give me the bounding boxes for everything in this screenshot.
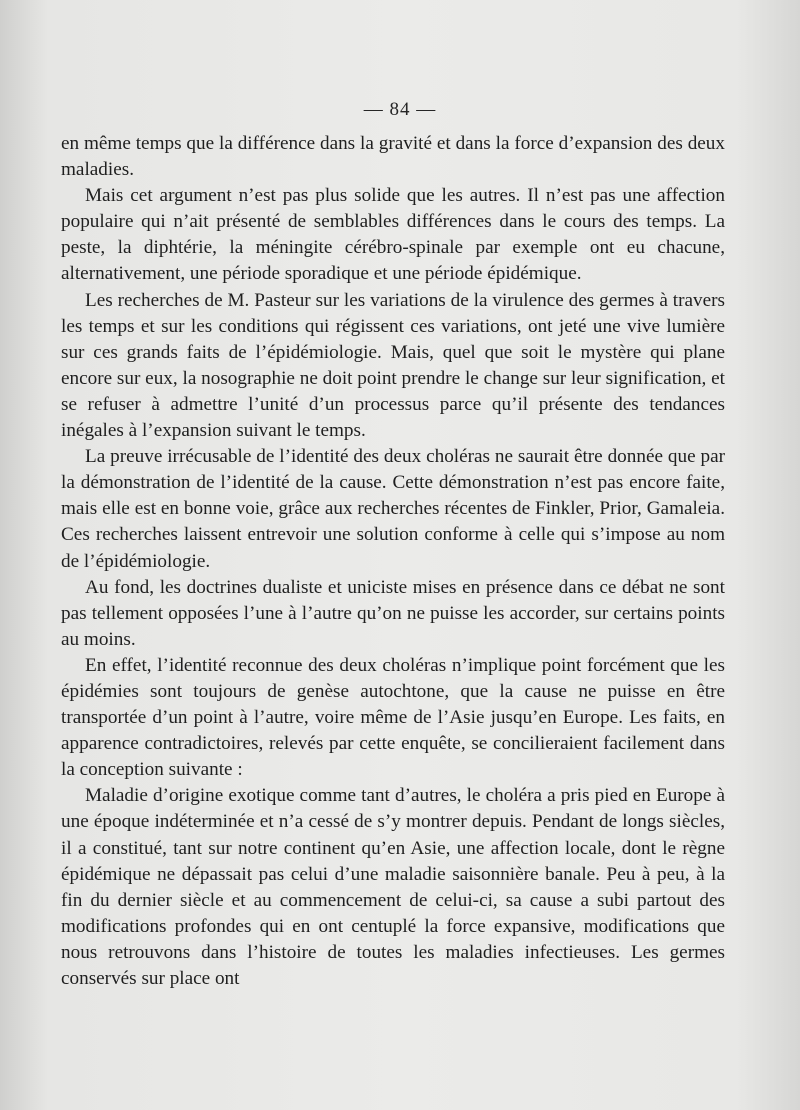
page-number: — 84 — [363,99,437,120]
body-text [61,131,725,992]
paragraph: Maladie d’origine exotique comme tant d’autres, le choléra a pris pied en Europe à une époque indéterminée et n’a cessé de s’y montrer depuis. Pendant de longs siècles, il a constitué, tant sur notre continent qu’en Asie, une affection locale, dont le règne épidémique ne dépassait pas celui d’une maladie saisonnière banale. Peu à peu, à la fin du dernier siècle et au commencement de celui-ci, sa cause a subi partout des modifications profondes qui en ont centuplé la force expansive, modifications que nous retrouvons dans l’histoire de toutes les maladies infectieuses. Les germes conservés sur place ont [61,785,725,989]
paragraph: Au fond, les doctrines dualiste et uniciste mises en présence dans ce débat ne sont pas tellement opposées l’une à l’autre qu’on ne puisse les accorder, sur certains points au moins. [61,576,725,650]
paragraph: Les recherches de M. Pasteur sur les variations de la virulence des germes à travers les temps et sur les conditions qui régissent ces variations, ont jeté une vive lumière sur ces grands faits de l’épidémiologie. Mais, quel que soit le mystère qui plane encore sur eux, la nosographie ne doit point prendre le change sur leur signification, et se refuser à admettre l’unité d’un processus parce qu’il présente des tendances inégales à l’expansion suivant le temps. [61,289,725,442]
paragraph: Mais cet argument n’est pas plus solide que les autres. Il n’est pas une affection populaire qui n’ait présenté de semblables différences dans le cours des temps. La peste, la diphtérie, la méningite cérébro-spinale par exemple ont eu chacune, alternativement, une période sporadique et une période épidémique. [61,185,725,285]
paragraph: La preuve irrécusable de l’identité des deux choléras ne saurait être donnée que par la démonstration de l’identité de la cause. Cette démonstration n’est pas encore faite, mais elle est en bonne voie, grâce aux recherches récentes de Finkler, Prior, Gamaleia. Ces recherches laissent entrevoir une solution conforme à celle qui s’impose au nom de l’épidémiologie. [61,446,725,572]
paragraph: En effet, l’identité reconnue des deux choléras n’implique point forcément que les épidémies sont toujours de genèse autochtone, que la cause ne puisse en être transportée d’un point à l’autre, voire même de l’Asie jusqu’en Europe. Les faits, en apparence contradictoires, relevés par cette enquête, se concilieraient facilement dans la conception suivante : [61,654,725,781]
paragraph-continuation: en même temps que la différence dans la gravité et dans la force d’expansion des deux maladies. [61,133,725,181]
